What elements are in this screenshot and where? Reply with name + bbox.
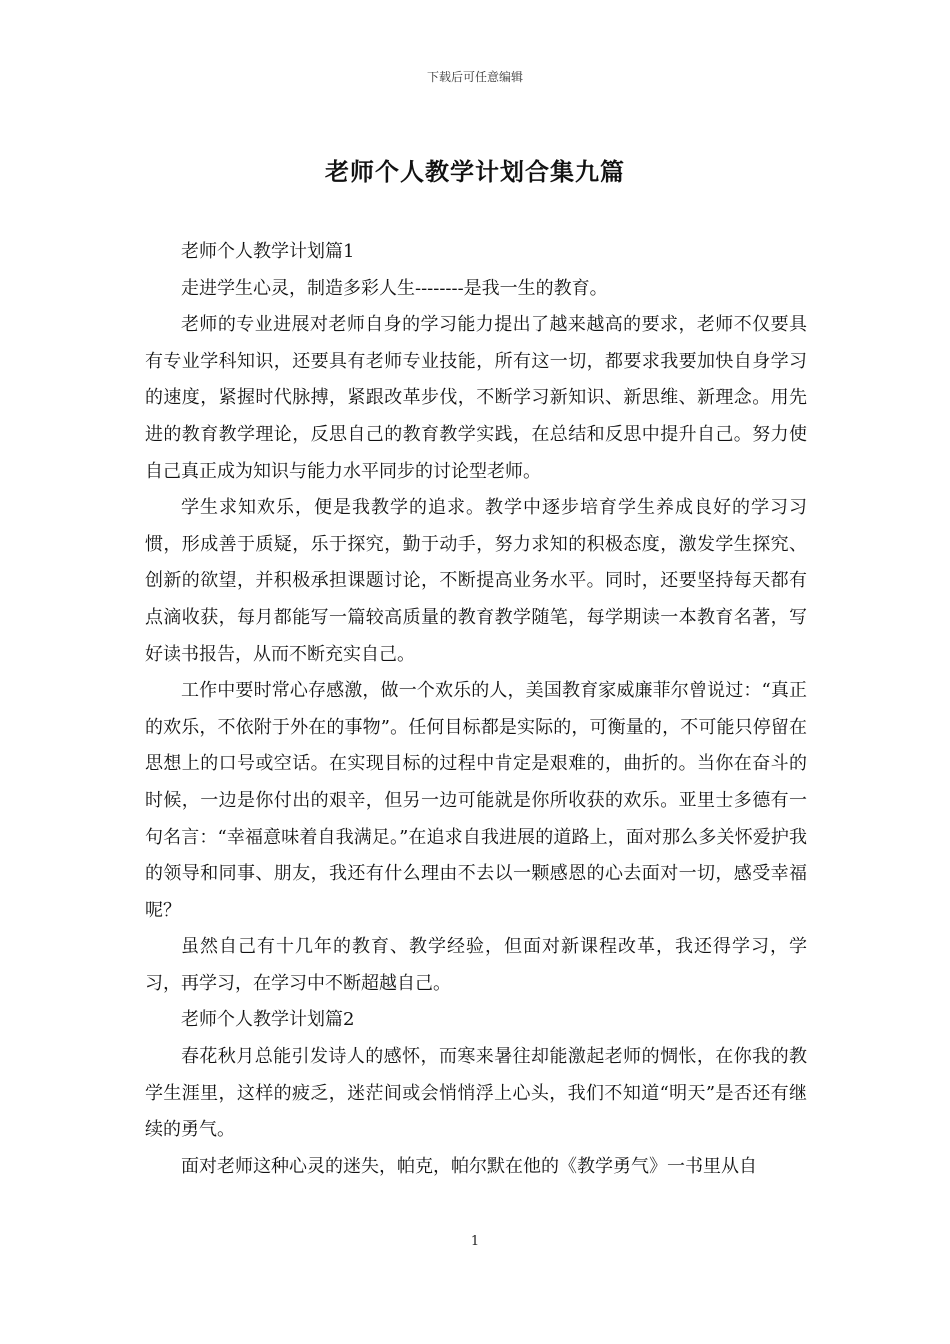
section-heading: 老师个人教学计划篇2 xyxy=(181,1009,355,1031)
header-note: 下载后可任意编辑 xyxy=(426,70,523,84)
paragraph: 学生求知欢乐，便是我教学的追求。教学中逐步培育学生养成良好的学习习惯，形成善于质疑，乐于探究，勤于动手，努力求知的积极态度，激发学生探究、创新的欲望，并积极承担课题讨论，不断提高业务水平。同时，还要坚持每天都有点滴收获，每月都能写一篇较高质量的教育教学随笔，每学期读一本教育名著，写好读书报告，从而不断充实自己。 xyxy=(145,497,807,665)
page-number: 1 xyxy=(470,1234,480,1249)
paragraph: 工作中要时常心存感激，做一个欢乐的人，美国教育家威廉菲尔曾说过：“真正的欢乐，不依附于外在的事物”。任何目标都是实际的，可衡量的，不可能只停留在思想上的口号或空话。在实现目标的过程中肯定是艰难的，曲折的。当你在奋斗的时候，一边是你付出的艰辛，但另一边可能就是你所收获的欢乐。亚里士多德有一句名言：“幸福意味着自我满足。”在追求自我进展的道路上，面对那么多关怀爱护我的领导和同事、朋友，我还有什么理由不去以一颗感恩的心去面对一切，感受幸福呢？ xyxy=(145,680,807,921)
paragraph: 面对老师这种心灵的迷失，帕克，帕尔默在他的《教学勇气》一书里从自 xyxy=(181,1155,757,1177)
document-body xyxy=(145,234,807,1185)
paragraph: 春花秋月总能引发诗人的感怀，而寒来暑往却能激起老师的惆怅，在你我的教学生涯里，这样的疲乏，迷茫间或会悄悄浮上心头，我们不知道“明天”是否还有继续的勇气。 xyxy=(145,1046,807,1141)
section-heading: 老师个人教学计划篇1 xyxy=(181,241,355,262)
paragraph: 虽然自己有十几年的教育、教学经验，但面对新课程改革，我还得学习，学习，再学习，在学习中不断超越自己。 xyxy=(145,936,807,994)
paragraph: 走进学生心灵，制造多彩人生--------是我一生的教育。 xyxy=(181,277,608,299)
paragraph: 老师的专业进展对老师自身的学习能力提出了越来越高的要求，老师不仅要具有专业学科知识，还要具有老师专业技能，所有这一切，都要求我要加快自身学习的速度，紧握时代脉搏，紧跟改革步伐，不断学习新知识、新思维、新理念。用先进的教育教学理论，反思自己的教育教学实践，在总结和反思中提升自己。努力使自己真正成为知识与能力水平同步的讨论型老师。 xyxy=(145,314,807,482)
page-title: 老师个人教学计划合集九篇 xyxy=(325,157,625,186)
